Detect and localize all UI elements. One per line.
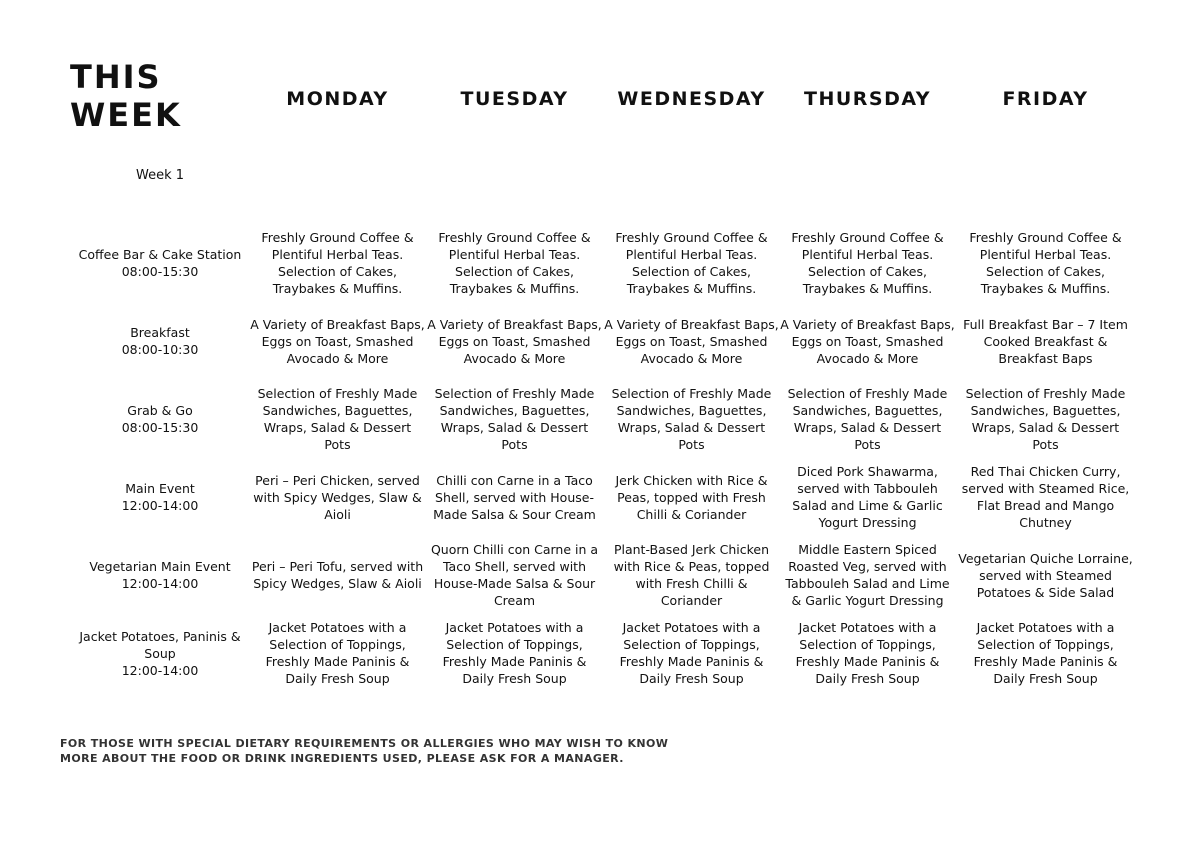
menu-cell: Selection of Freshly Made Sandwiches, Baguettes, Wraps, Salad & Dessert Pots bbox=[965, 386, 1126, 452]
menu-cell: A Variety of Breakfast Baps, Eggs on Toast, Smashed Avocado & More bbox=[780, 316, 955, 366]
row-name: Vegetarian Main Event bbox=[89, 559, 231, 574]
row-label-coffee-bar bbox=[70, 228, 250, 298]
menu-cell: Peri – Peri Tofu, served with Spicy Wedges, Slaw & Aioli bbox=[251, 559, 424, 591]
menu-cell: A Variety of Breakfast Baps, Eggs on Toast, Smashed Avocado & More bbox=[604, 316, 779, 366]
allergy-notice bbox=[60, 736, 680, 766]
row-label-main-event bbox=[70, 462, 250, 532]
day-header-tuesday: TUESDAY bbox=[460, 88, 569, 110]
menu-cell: Jacket Potatoes with a Selection of Toppings, Freshly Made Paninis & Daily Fresh Soup bbox=[795, 620, 940, 686]
day-header-friday: FRIDAY bbox=[1002, 88, 1089, 110]
menu-cell: Middle Eastern Spiced Roasted Veg, served with Tabbouleh Salad and Lime & Garlic Yogurt Dressing bbox=[785, 542, 950, 608]
row-time: 08:00-15:30 bbox=[121, 420, 199, 435]
row-label-breakfast bbox=[70, 315, 250, 367]
menu-cell: Quorn Chilli con Carne in a Taco Shell, served with House-Made Salsa & Sour Cream bbox=[430, 542, 599, 608]
menu-cell: Diced Pork Shawarma, served with Tabbouleh Salad and Lime & Garlic Yogurt Dressing bbox=[792, 464, 943, 530]
allergy-notice-line-1: FOR THOSE WITH SPECIAL DIETARY REQUIREMENTS OR ALLERGIES WHO MAY WISH TO KNOW bbox=[60, 737, 669, 750]
menu-cell: Freshly Ground Coffee & Plentiful Herbal Teas. Selection of Cakes, Traybakes & Muffins. bbox=[438, 230, 591, 296]
row-time: 12:00-14:00 bbox=[121, 576, 199, 591]
menu-cell: A Variety of Breakfast Baps, Eggs on Toast, Smashed Avocado & More bbox=[427, 316, 602, 366]
title-line-1: THIS bbox=[70, 58, 162, 96]
day-header-thursday: THURSDAY bbox=[803, 88, 932, 110]
row-label-jacket-potatoes bbox=[70, 618, 250, 688]
menu-cell: Jerk Chicken with Rice & Peas, topped with Fresh Chilli & Coriander bbox=[615, 472, 768, 522]
allergy-notice-line-2: MORE ABOUT THE FOOD OR DRINK INGREDIENTS USED, PLEASE ASK FOR A MANAGER. bbox=[60, 752, 624, 765]
menu-cell: Plant-Based Jerk Chicken with Rice & Peas, topped with Fresh Chilli & Coriander bbox=[613, 542, 770, 608]
row-name: Jacket Potatoes, Paninis & Soup bbox=[79, 628, 241, 661]
menu-cell: Freshly Ground Coffee & Plentiful Herbal Teas. Selection of Cakes, Traybakes & Muffins. bbox=[969, 230, 1122, 296]
page-title bbox=[70, 58, 210, 134]
row-name: Main Event bbox=[125, 481, 195, 496]
menu-cell: Jacket Potatoes with a Selection of Toppings, Freshly Made Paninis & Daily Fresh Soup bbox=[973, 620, 1118, 686]
week-label: Week 1 bbox=[135, 168, 185, 183]
day-header-monday: MONDAY bbox=[286, 88, 389, 110]
row-time: 08:00-10:30 bbox=[121, 342, 199, 357]
menu-cell: Selection of Freshly Made Sandwiches, Baguettes, Wraps, Salad & Dessert Pots bbox=[611, 386, 772, 452]
title-line-2: WEEK bbox=[70, 96, 182, 134]
menu-cell: Freshly Ground Coffee & Plentiful Herbal Teas. Selection of Cakes, Traybakes & Muffins. bbox=[615, 230, 768, 296]
row-name: Coffee Bar & Cake Station bbox=[78, 247, 242, 262]
menu-cell: Selection of Freshly Made Sandwiches, Baguettes, Wraps, Salad & Dessert Pots bbox=[257, 386, 418, 452]
menu-cell: Peri – Peri Chicken, served with Spicy Wedges, Slaw & Aioli bbox=[253, 472, 422, 522]
menu-cell: Red Thai Chicken Curry, served with Steamed Rice, Flat Bread and Mango Chutney bbox=[961, 464, 1130, 530]
menu-cell: Jacket Potatoes with a Selection of Toppings, Freshly Made Paninis & Daily Fresh Soup bbox=[619, 620, 764, 686]
menu-cell: Vegetarian Quiche Lorraine, served with Steamed Potatoes & Side Salad bbox=[958, 550, 1133, 600]
row-label-grab-and-go bbox=[70, 384, 250, 454]
row-label-vegetarian-main-event bbox=[70, 540, 250, 610]
menu-cell: Full Breakfast Bar – 7 Item Cooked Breakfast & Breakfast Baps bbox=[963, 316, 1128, 366]
menu-cell: Jacket Potatoes with a Selection of Toppings, Freshly Made Paninis & Daily Fresh Soup bbox=[265, 620, 410, 686]
day-header-wednesday: WEDNESDAY bbox=[617, 88, 766, 110]
row-time: 12:00-14:00 bbox=[121, 498, 199, 513]
menu-cell: Selection of Freshly Made Sandwiches, Baguettes, Wraps, Salad & Dessert Pots bbox=[787, 386, 948, 452]
menu-cell: Freshly Ground Coffee & Plentiful Herbal Teas. Selection of Cakes, Traybakes & Muffins. bbox=[791, 230, 944, 296]
row-time: 08:00-15:30 bbox=[121, 264, 199, 279]
row-name: Breakfast bbox=[130, 325, 190, 340]
menu-cell: Freshly Ground Coffee & Plentiful Herbal Teas. Selection of Cakes, Traybakes & Muffins. bbox=[261, 230, 414, 296]
menu-cell: A Variety of Breakfast Baps, Eggs on Toast, Smashed Avocado & More bbox=[250, 316, 425, 366]
row-time: 12:00-14:00 bbox=[121, 662, 199, 678]
menu-cell: Jacket Potatoes with a Selection of Toppings, Freshly Made Paninis & Daily Fresh Soup bbox=[442, 620, 587, 686]
menu-cell: Selection of Freshly Made Sandwiches, Baguettes, Wraps, Salad & Dessert Pots bbox=[434, 386, 595, 452]
menu-cell: Chilli con Carne in a Taco Shell, served with House-Made Salsa & Sour Cream bbox=[433, 472, 596, 522]
row-name: Grab & Go bbox=[127, 403, 193, 418]
